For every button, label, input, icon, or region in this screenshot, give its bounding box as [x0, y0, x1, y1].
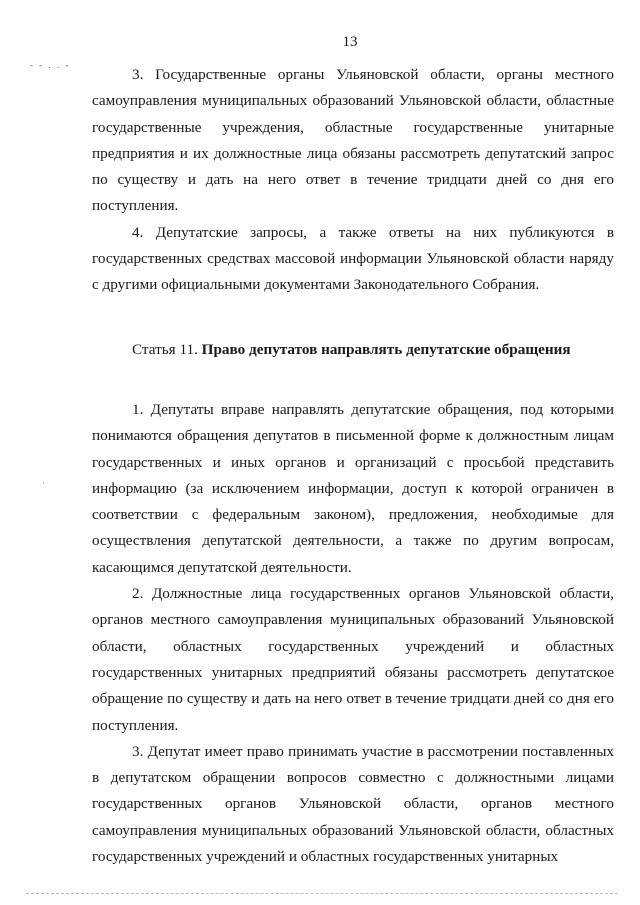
paragraph-3-obrashchenie: 3. Депутат имеет право принимать участие в рассмотрении поставленных в депутатском обращении вопросов совместно с должностными лицами государственных органов Ульяновской области, органов местного самоуправления муниципальных образований Ульяновской области, областных государственных учреждений и областных государственных унитарных [92, 742, 614, 866]
paragraph-4-zapros: 4. Депутатские запросы, а также ответы на них публикуются в государственных средствах массовой информации Ульяновской области наряду с другими официальными документами Законодательного Собрания. [92, 223, 614, 294]
paragraph-1-obrashchenie: 1. Депутаты вправе направлять депутатские обращения, под которыми понимаются обращения депутатов в письменной форме к должностным лицам государственных и иных органов и организаций с просьбой представить информацию (за исключением информации, доступ к которой ограничен в соответствии с федеральным законом), предложения, необходимые для осуществления депутатской деятельности, а также по другим вопросам, касающимся депутатской деятельности. [92, 400, 614, 576]
scan-artifact: - - . . - [30, 60, 71, 70]
page-bottom-edge [26, 893, 618, 894]
article-number: Статья 11. [132, 340, 202, 358]
paragraph-3-zapros: 3. Государственные органы Ульяновской области, органы местного самоуправления муниципальных образований Ульяновской области, областные государственные учреждения, областные государственные унитарные предприятия и их должностные лица обязаны рассмотреть депутатский запрос по существу и дать на него ответ в течение тридцати дней со дня его поступления. [92, 66, 614, 215]
document-body [92, 62, 614, 870]
page-number: 13 [342, 34, 358, 50]
paragraph-2-obrashchenie: 2. Должностные лица государственных органов Ульяновской области, органов местного самоуправления муниципальных образований Ульяновской области, областных государственных учреждений и областных государственных унитарных предприятий обязаны рассмотреть депутатское обращение по существу и дать на него ответ в течение тридцати дней со дня его поступления. [92, 585, 614, 734]
scan-artifact-dot: · [42, 478, 45, 488]
article-heading [92, 337, 614, 363]
article-title: Право депутатов направлять депутатские обращения [201, 340, 571, 358]
